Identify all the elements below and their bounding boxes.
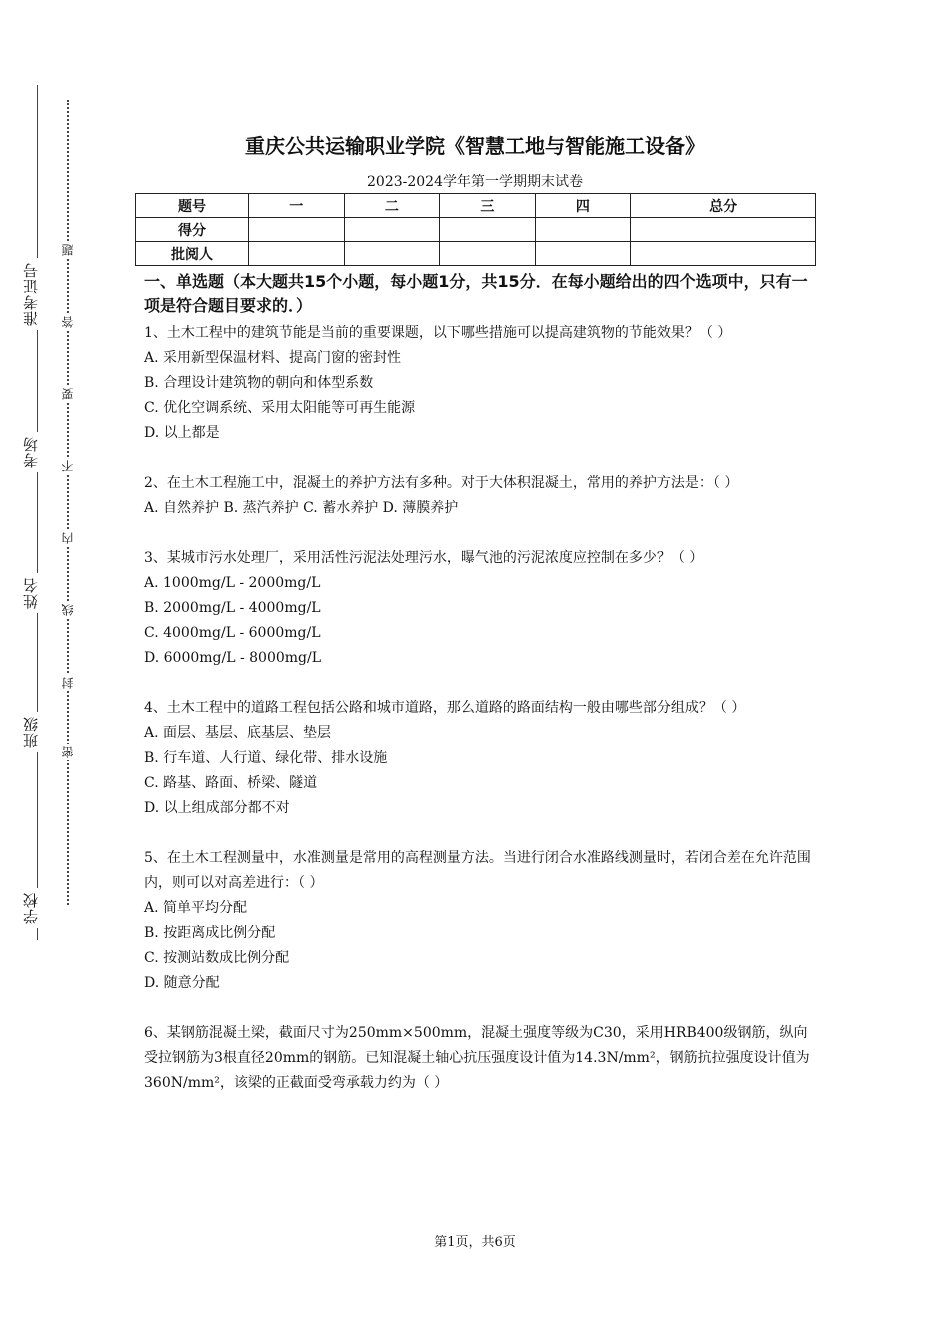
- score-cell: [344, 218, 440, 242]
- score-header-cell: 四: [535, 194, 631, 218]
- question-6: [144, 1021, 819, 1096]
- seal-char: 密: [58, 744, 78, 760]
- section-heading: 一、单选题（本大题共15个小题，每小题1分，共15分．在每小题给出的四个选项中，只有一项是符合题目要求的．）: [144, 272, 808, 315]
- option-a: A. 简单平均分配: [144, 900, 248, 916]
- question-stem: 4、土木工程中的道路工程包括公路和城市道路，那么道路的路面结构一般由哪些部分组成？（ ）: [144, 700, 746, 716]
- question-stem: 5、在土木工程测量中，水准测量是常用的高程测量方法。当进行闭合水准路线测量时，若闭合差在允许范围内，则可以对高差进行：（ ）: [144, 850, 811, 891]
- seal-char: 答: [58, 314, 78, 330]
- question-stem: 3、某城市污水处理厂，采用活性污泥法处理污水，曝气池的污泥浓度应控制在多少？（ ）: [144, 550, 704, 566]
- score-table: [135, 193, 816, 266]
- question-2: [144, 471, 819, 521]
- option-b: B. 按距离成比例分配: [144, 925, 276, 941]
- option-inline: A. 自然养护 B. 蒸汽养护 C. 蓄水养护 D. 薄膜养护: [144, 500, 459, 516]
- option-b: B. 合理设计建筑物的朝向和体型系数: [144, 375, 374, 391]
- question-5: [144, 846, 819, 996]
- seal-char: 内: [58, 530, 78, 546]
- binding-solid-line: [37, 85, 38, 940]
- option-a: A. 1000mg/L - 2000mg/L: [144, 575, 321, 591]
- score-table-row: [136, 242, 816, 266]
- field-class: 班级: [16, 712, 46, 752]
- option-c: C. 4000mg/L - 6000mg/L: [144, 625, 321, 641]
- question-4: [144, 696, 819, 821]
- option-c: C. 按测站数成比例分配: [144, 950, 290, 966]
- option-a: A. 面层、基层、底基层、垫层: [144, 725, 332, 741]
- seal-char: 不: [58, 458, 78, 474]
- score-table-header-row: [136, 194, 816, 218]
- field-school: 学校: [16, 888, 46, 928]
- seal-char: 线: [58, 602, 78, 618]
- binding-dotted-line: [67, 100, 69, 905]
- score-header-cell: 题号: [136, 194, 249, 218]
- score-header-cell: 二: [344, 194, 440, 218]
- question-stem: 1、土木工程中的建筑节能是当前的重要课题，以下哪些措施可以提高建筑物的节能效果？（ ）: [144, 325, 732, 341]
- page-footer: 第1页，共6页: [434, 1235, 516, 1250]
- score-cell: [249, 242, 345, 266]
- field-exam-room: 考场: [16, 432, 46, 472]
- binding-margin: [0, 0, 100, 1344]
- exam-subtitle: 2023-2024学年第一学期期末试卷: [367, 174, 583, 190]
- score-table-row: [136, 218, 816, 242]
- score-header-cell: 总分: [631, 194, 816, 218]
- option-d: D. 以上都是: [144, 425, 220, 441]
- question-section: [144, 270, 819, 1121]
- field-name: 姓名: [16, 573, 46, 613]
- question-stem: 2、在土木工程施工中，混凝土的养护方法有多种。对于大体积混凝土，常用的养护方法是：（ ）: [144, 475, 739, 491]
- question-stem: 6、某钢筋混凝土梁，截面尺寸为250mm×500mm，混凝土强度等级为C30，采用HRB400级钢筋，纵向受拉钢筋为3根直径20mm的钢筋。已知混凝土轴心抗压强度设计值为14.3N/mm²，钢筋抗拉强度设计值为360N/mm²，该梁的正截面受弯承载力约为（ ）: [144, 1025, 810, 1091]
- score-cell: [440, 242, 536, 266]
- seal-char: 要: [58, 386, 78, 402]
- score-cell: [535, 242, 631, 266]
- score-row-label: 得分: [136, 218, 249, 242]
- question-3: [144, 546, 819, 671]
- score-cell: [440, 218, 536, 242]
- seal-char: 封: [58, 675, 78, 691]
- field-ticket-number: 准考证号: [16, 258, 46, 330]
- score-cell: [631, 242, 816, 266]
- option-a: A. 采用新型保温材料、提高门窗的密封性: [144, 350, 402, 366]
- score-row-label: 批阅人: [136, 242, 249, 266]
- option-b: B. 行车道、人行道、绿化带、排水设施: [144, 750, 388, 766]
- question-1: [144, 321, 819, 446]
- score-cell: [631, 218, 816, 242]
- score-cell: [535, 218, 631, 242]
- option-b: B. 2000mg/L - 4000mg/L: [144, 600, 321, 616]
- exam-title: 重庆公共运输职业学院《智慧工地与智能施工设备》: [245, 134, 705, 158]
- score-header-cell: 三: [440, 194, 536, 218]
- score-cell: [344, 242, 440, 266]
- option-d: D. 以上组成部分都不对: [144, 800, 290, 816]
- option-c: C. 优化空调系统、采用太阳能等可再生能源: [144, 400, 416, 416]
- seal-char: 题: [58, 242, 78, 258]
- option-d: D. 随意分配: [144, 975, 220, 991]
- option-d: D. 6000mg/L - 8000mg/L: [144, 650, 322, 666]
- option-c: C. 路基、路面、桥梁、隧道: [144, 775, 318, 791]
- score-header-cell: 一: [249, 194, 345, 218]
- score-cell: [249, 218, 345, 242]
